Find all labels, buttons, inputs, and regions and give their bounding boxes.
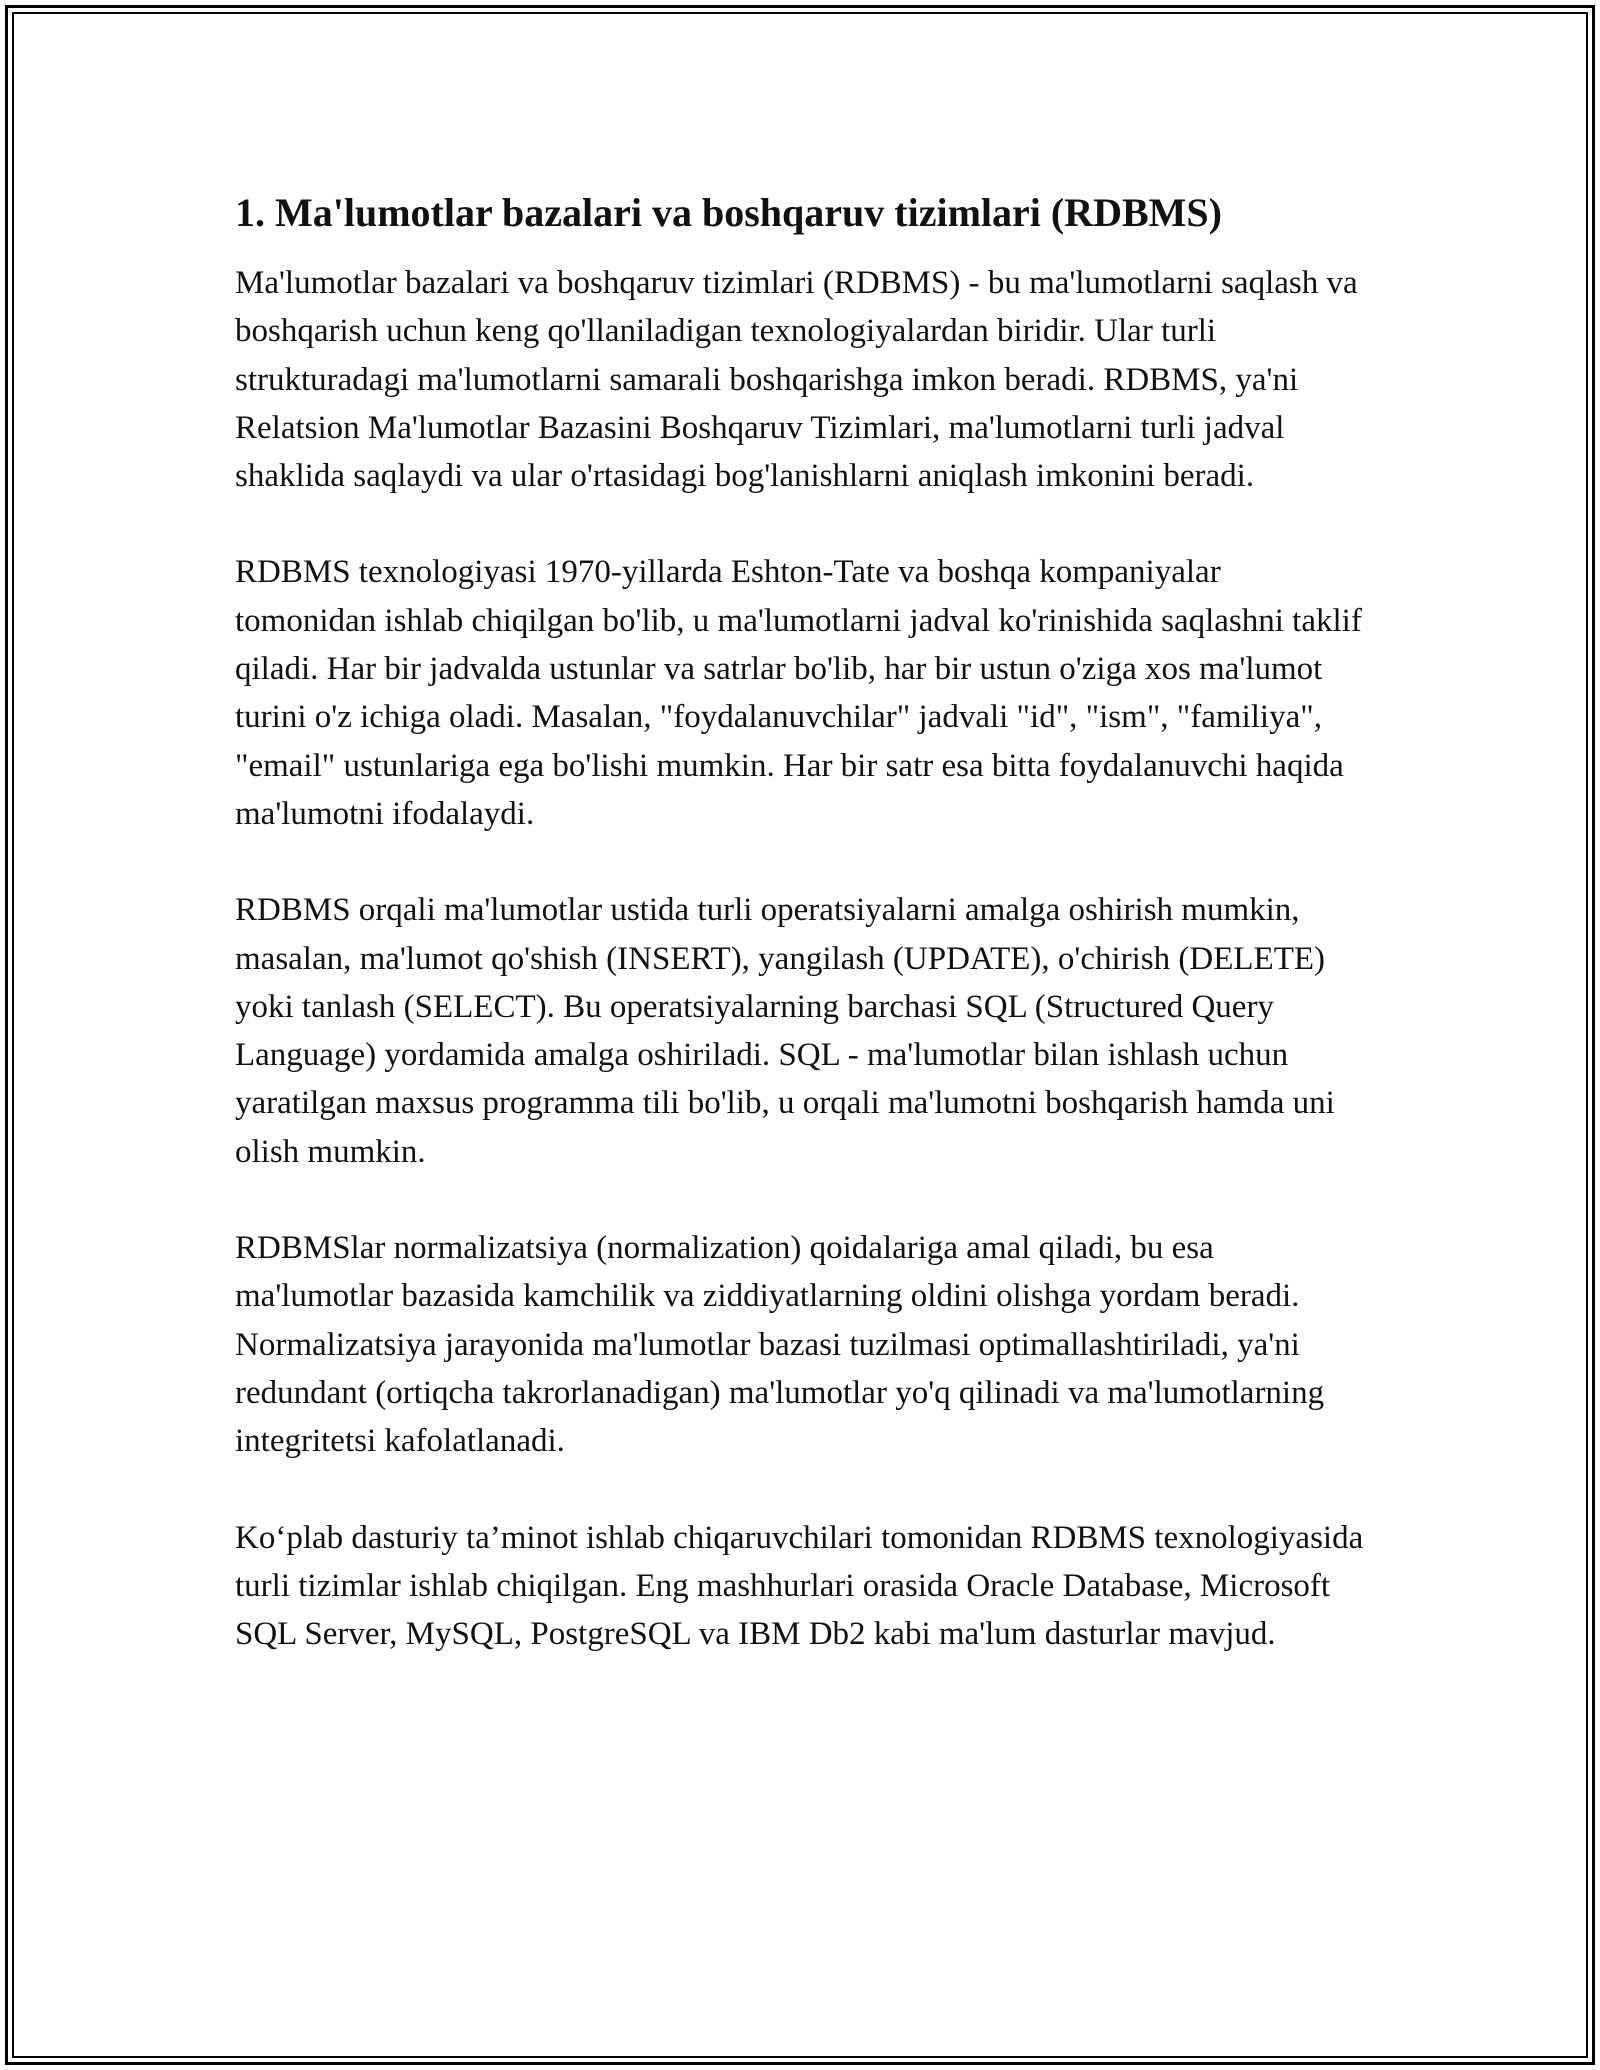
paragraph-operations: RDBMS orqali ma'lumotlar ustida turli operatsiyalarni amalga oshirish mumkin, masalan, ma'lumot qo'shish (INSERT), yangilash (UPDATE), o'chirish (DELETE) yoki tanlash (SELECT). Bu operatsiyalarning barchasi SQL (Structured Query Language) yordamida amalga oshiriladi. SQL - ma'lumotlar bilan ishlash uchun yaratilgan maxsus programma tili bo'lib, u orqali ma'lumotni boshqarish hamda uni olish mumkin. bbox=[235, 892, 1335, 1170]
paragraph-normalization: RDBMSlar normalizatsiya (normalization) qoidalariga amal qiladi, bu esa ma'lumotlar bazasida kamchilik va ziddiyatlarning oldini olishga yordam beradi. Normalizatsiya jarayonida ma'lumotlar bazasi tuzilmasi optimallashtiriladi, ya'ni redundant (ortiqcha takrorlanadigan) ma'lumotlar yo'q qilinadi va ma'lumotlarning integritetsi kafolatlanadi. bbox=[235, 1230, 1325, 1460]
paragraph-intro: Ma'lumotlar bazalari va boshqaruv tizimlari (RDBMS) - bu ma'lumotlarni saqlash va boshqarish uchun keng qo'llaniladigan texnologiyalardan biridir. Ular turli strukturadagi ma'lumotlarni samarali boshqarishga imkon beradi. RDBMS, ya'ni Relatsion Ma'lumotlar Bazasini Boshqaruv Tizimlari, ma'lumotlarni turli jadval shaklida saqlaydi va ular o'rtasidagi bog'lanishlarni aniqlash imkonini beradi. bbox=[235, 265, 1358, 495]
section-heading: 1. Ma'lumotlar bazalari va boshqaruv tizimlari (RDBMS) bbox=[235, 190, 1222, 235]
document-body bbox=[235, 185, 1365, 1706]
paragraph-history: RDBMS texnologiyasi 1970-yillarda Eshton-Tate va boshqa kompaniyalar tomonidan ishlab chiqilgan bo'lib, u ma'lumotlarni jadval ko'rinishida saqlashni taklif qiladi. Har bir jadvalda ustunlar va satrlar bo'lib, har bir ustun o'ziga xos ma'lumot turini o'z ichiga oladi. Masalan, "foydalanuvchilar" jadvali "id", "ism", "familiya", "email" ustunlariga ega bo'lishi mumkin. Har bir satr esa bitta foydalanuvchi haqida ma'lumotni ifodalaydi. bbox=[235, 554, 1362, 832]
paragraph-vendors: Ko‘plab dasturiy ta’minot ishlab chiqaruvchilari tomonidan RDBMS texnologiyasida turli tizimlar ishlab chiqilgan. Eng mashhurlari orasida Oracle Database, Microsoft SQL Server, MySQL, PostgreSQL va IBM Db2 kabi ma'lum dasturlar mavjud. bbox=[235, 1519, 1364, 1653]
